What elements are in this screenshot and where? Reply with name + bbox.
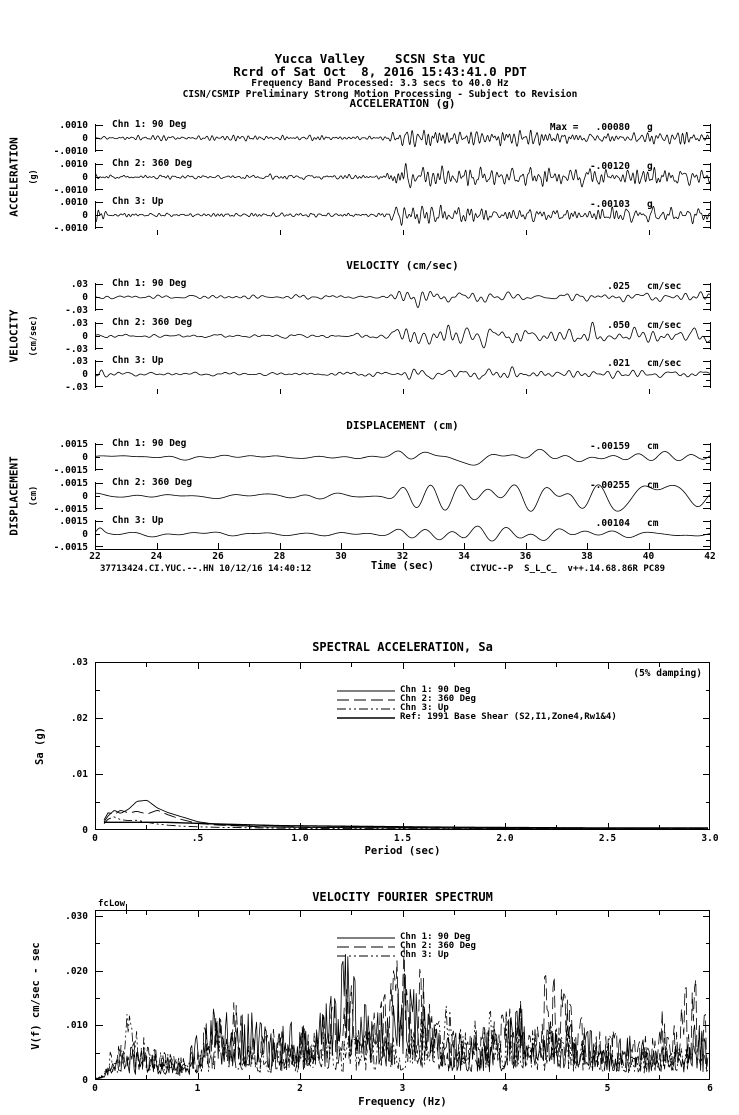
y-axis-bracket-right: [710, 201, 711, 229]
y-tick-label: 0: [82, 133, 88, 144]
time-axis-tick-label: 40: [642, 551, 655, 562]
y-tick-label: 0: [82, 452, 88, 463]
time-axis-tick-label: 38: [581, 551, 593, 562]
processing-disclaimer: CISN/CSMIP Preliminary Strong Motion Processing - Subject to Revision: [182, 89, 578, 100]
baseline-tick: [526, 230, 527, 235]
plot-x-tick-label: 1.5: [393, 833, 412, 844]
time-axis-tick: [95, 543, 96, 549]
acceleration-axis-label: ACCELERATION: [7, 137, 21, 217]
velocity-axis-label: VELOCITY: [7, 309, 21, 363]
y-tick-label: 0: [82, 292, 88, 303]
time-axis-tick: [280, 543, 281, 549]
record-datetime: Rcrd of Sat Oct 8, 2016 15:43:41.0 PDT: [233, 64, 527, 79]
displacement-axis-unit: (cm): [29, 485, 39, 507]
station-title: Yucca Valley SCSN Sta YUC: [274, 51, 486, 66]
time-axis-tick-label: 42: [704, 551, 716, 562]
y-tick-label: .03: [70, 356, 88, 367]
fourier-plot-title: VELOCITY FOURIER SPECTRUM: [312, 890, 493, 904]
time-axis-tick-label: 26: [212, 551, 224, 562]
time-axis-tick-label: 30: [335, 551, 347, 562]
fclow-annotation: fcLow: [98, 899, 126, 909]
y-tick-label: 0: [82, 369, 88, 380]
time-axis-tick: [526, 543, 527, 549]
plot-x-tick-label: 3: [399, 1083, 406, 1094]
report-header: [40, 52, 720, 100]
time-axis-tick-label: 28: [273, 551, 286, 562]
plot-y-tick-label: .01: [70, 769, 88, 780]
plot-x-tick-label: 2.0: [496, 833, 514, 844]
plot-y-tick-label: .020: [65, 965, 88, 977]
time-axis-tick: [218, 543, 219, 549]
time-axis-tick: [464, 543, 465, 549]
baseline-tick: [649, 389, 650, 394]
y-tick-label: .0015: [59, 516, 88, 527]
plot-x-tick: [556, 911, 557, 915]
baseline-tick: [526, 389, 527, 394]
plot-x-tick: [454, 911, 455, 915]
plot-x-tick-label: 3.0: [701, 833, 719, 844]
time-axis-label: Time (sec): [370, 560, 435, 572]
time-axis-tick-label: 32: [396, 551, 409, 562]
sa-plot-title: SPECTRAL ACCELERATION, Sa: [312, 640, 493, 654]
plot-x-tick-label: .5: [191, 833, 204, 844]
plot-x-tick-label: 4: [502, 1083, 508, 1094]
baseline-tick: [403, 230, 404, 235]
plot-x-tick: [351, 911, 352, 915]
time-axis-tick-label: 36: [519, 551, 532, 562]
plot-x-tick-label: 1.0: [291, 833, 309, 844]
fourier-ylabel: V(f) cm/sec - sec: [30, 942, 42, 1050]
plot-y-tick-label: .03: [70, 657, 88, 668]
fourier-curves-canvas: [96, 916, 709, 1079]
baseline-tick: [280, 389, 281, 394]
y-axis-bracket-right: [710, 360, 711, 388]
y-tick-label: .0015: [59, 439, 88, 450]
y-tick-label: .0010: [59, 159, 88, 170]
sa-xlabel: Period (sec): [364, 845, 441, 857]
time-axis-tick: [157, 543, 158, 549]
y-axis-bracket-right: [710, 482, 711, 510]
baseline-tick: [157, 389, 158, 394]
y-axis-bracket-right: [710, 283, 711, 311]
y-tick-label: -.0015: [53, 465, 88, 476]
plot-y-tick-label: .030: [65, 911, 88, 922]
time-axis-tick: [710, 543, 711, 549]
baseline-tick: [157, 230, 158, 235]
plot-y-tick-label: .02: [70, 713, 88, 724]
plot-x-tick-label: 0: [92, 833, 98, 844]
time-axis-tick: [341, 543, 342, 549]
y-axis-bracket-right: [710, 163, 711, 191]
plot-y-tick-label: 0: [82, 825, 88, 836]
plot-x-tick-label: 1: [194, 1083, 201, 1094]
plot-x-tick-label: 2.5: [598, 833, 617, 844]
y-tick-label: -.03: [65, 344, 88, 355]
processing-footer: CIYUC--P S_L_C_ v++.14.68.86R PC89: [470, 564, 666, 574]
velocity-axis-unit: (cm/sec): [29, 315, 39, 357]
time-axis-tick-label: 24: [150, 551, 163, 562]
time-axis-tick: [649, 543, 650, 549]
time-axis-tick-label: 34: [458, 551, 470, 562]
plot-x-tick-label: 2: [297, 1083, 303, 1094]
baseline-tick: [403, 389, 404, 394]
plot-y-tick-label: 0: [82, 1075, 88, 1086]
plot-x-tick-label: 0: [92, 1083, 98, 1094]
acceleration-panel-title: ACCELERATION (g): [349, 97, 456, 110]
y-tick-label: -.03: [65, 382, 88, 393]
frequency-band-note: Frequency Band Processed: 3.3 secs to 40.0 Hz: [251, 78, 509, 89]
y-tick-label: -.0010: [53, 146, 88, 157]
y-tick-label: 0: [82, 331, 88, 342]
fclow-marker: [126, 904, 127, 914]
y-tick-label: 0: [82, 491, 88, 502]
time-axis-tick: [587, 543, 588, 549]
y-tick-label: 0: [82, 529, 88, 540]
y-tick-label: -.0010: [53, 223, 88, 234]
plot-x-tick-label: 5: [604, 1083, 611, 1094]
baseline-tick: [280, 230, 281, 235]
record-id-footer: 37713424.CI.YUC.--.HN 10/12/16 14:40:12: [100, 564, 312, 574]
displacement-panel-title: DISPLACEMENT (cm): [346, 419, 459, 432]
plot-x-tick-label: 6: [707, 1083, 713, 1094]
y-tick-label: .0010: [59, 197, 88, 208]
time-axis-tick-label: 22: [89, 551, 101, 562]
fourier-xlabel: Frequency (Hz): [358, 1096, 447, 1108]
velocity-panel-title: VELOCITY (cm/sec): [346, 259, 459, 272]
plot-y-tick-label: .010: [65, 1020, 88, 1032]
plot-x-tick: [146, 911, 147, 915]
acceleration-axis-unit: (g): [29, 169, 39, 185]
y-tick-label: 0: [82, 172, 88, 183]
y-axis-bracket-right: [710, 124, 711, 152]
y-tick-label: .03: [70, 318, 88, 329]
y-tick-label: .0015: [59, 478, 88, 489]
y-tick-label: -.0015: [53, 542, 88, 553]
y-tick-label: .03: [70, 279, 88, 290]
sa-ylabel: Sa (g): [34, 727, 46, 765]
displacement-axis-label: DISPLACEMENT: [7, 456, 21, 536]
y-tick-label: -.03: [65, 305, 88, 316]
time-axis-line: [95, 549, 711, 550]
y-tick-label: -.0010: [53, 185, 88, 196]
y-axis-bracket-right: [710, 443, 711, 471]
baseline-tick: [649, 230, 650, 235]
y-tick-label: 0: [82, 210, 88, 221]
sa-curves-canvas: [96, 663, 709, 829]
y-tick-label: -.0015: [53, 504, 88, 515]
y-axis-bracket-right: [710, 322, 711, 350]
time-axis-tick: [403, 543, 404, 549]
plot-x-tick: [249, 911, 250, 915]
y-tick-label: .0010: [59, 120, 88, 131]
plot-x-tick: [659, 911, 660, 915]
